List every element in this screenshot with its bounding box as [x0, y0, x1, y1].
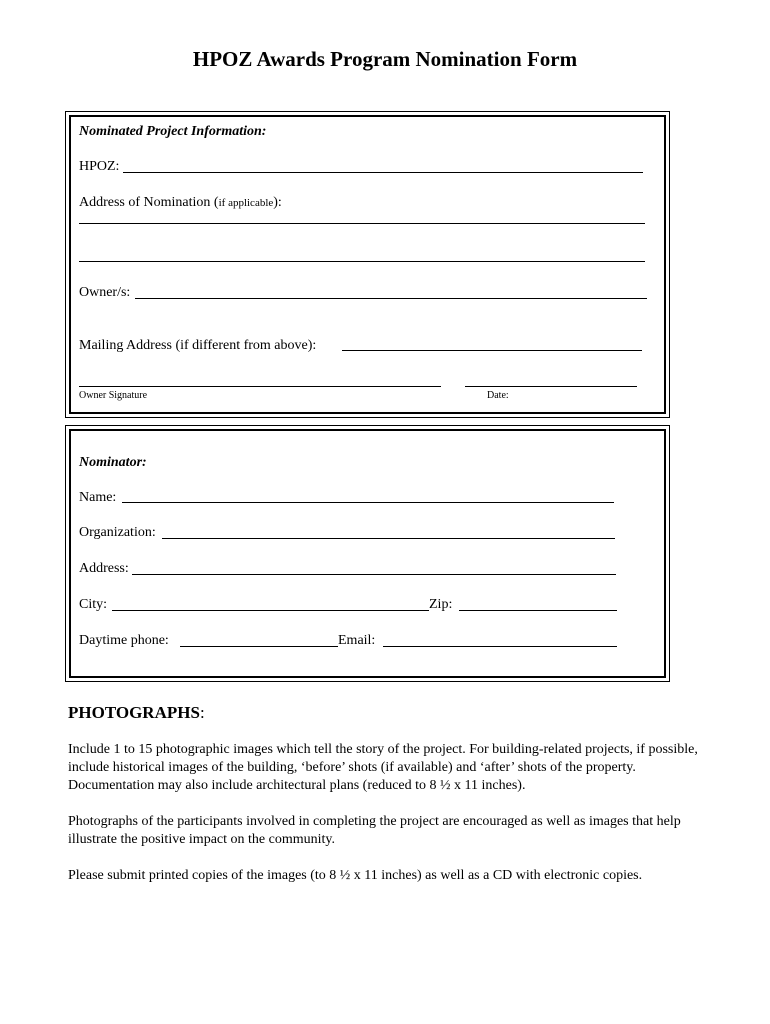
date-label: Date: — [487, 390, 509, 401]
organization-field[interactable] — [162, 538, 615, 539]
photographs-paragraph-2: Photographs of the participants involved in completing the project are encouraged as well as images that help illustrate the positive impact on the community. — [68, 814, 681, 847]
project-info-section — [65, 111, 670, 418]
owner-field[interactable] — [135, 298, 647, 299]
owner-signature-field[interactable] — [79, 386, 441, 387]
photographs-heading: PHOTOGRAPHS: — [68, 703, 205, 722]
mailing-address-label: Mailing Address (if different from above): — [79, 338, 317, 353]
email-field[interactable] — [383, 646, 617, 647]
city-label: City: — [79, 597, 108, 612]
project-info-heading: Nominated Project Information: — [79, 124, 267, 139]
project-info-inner-border — [69, 115, 666, 414]
zip-field[interactable] — [459, 610, 617, 611]
mailing-address-field[interactable] — [342, 350, 642, 351]
owner-label: Owner/s: — [79, 285, 131, 300]
nominator-heading: Nominator: — [79, 455, 147, 470]
zip-label: Zip: — [429, 597, 453, 612]
hpoz-field[interactable] — [123, 172, 643, 173]
page-title: HPOZ Awards Program Nomination Form — [192, 47, 578, 71]
name-label: Name: — [79, 490, 117, 505]
nominator-address-label: Address: — [79, 561, 129, 576]
owner-signature-label: Owner Signature — [79, 390, 148, 401]
email-label: Email: — [338, 633, 376, 648]
organization-label: Organization: — [79, 525, 156, 540]
date-field[interactable] — [465, 386, 637, 387]
address-of-nomination-label: Address of Nomination (if applicable): — [79, 195, 282, 210]
photographs-paragraph-3: Please submit printed copies of the images (to 8 ½ x 11 inches) as well as a CD with electronic copies. — [68, 868, 643, 883]
nominator-address-field[interactable] — [132, 574, 616, 575]
address-field-line-2[interactable] — [79, 261, 645, 262]
photographs-paragraph-1: Include 1 to 15 photographic images which tell the story of the project. For building-related projects, if possible, include historical images of the building, ‘before’ shots (if available) and ‘after’ shots of the property. Documentation may also include architectural plans (reduced to 8 ½ x 11 inches). — [68, 742, 698, 793]
city-field[interactable] — [112, 610, 429, 611]
address-field-line-1[interactable] — [79, 223, 645, 224]
daytime-phone-label: Daytime phone: — [79, 633, 169, 648]
hpoz-label: HPOZ: — [79, 159, 120, 174]
name-field[interactable] — [122, 502, 614, 503]
daytime-phone-field[interactable] — [180, 646, 338, 647]
